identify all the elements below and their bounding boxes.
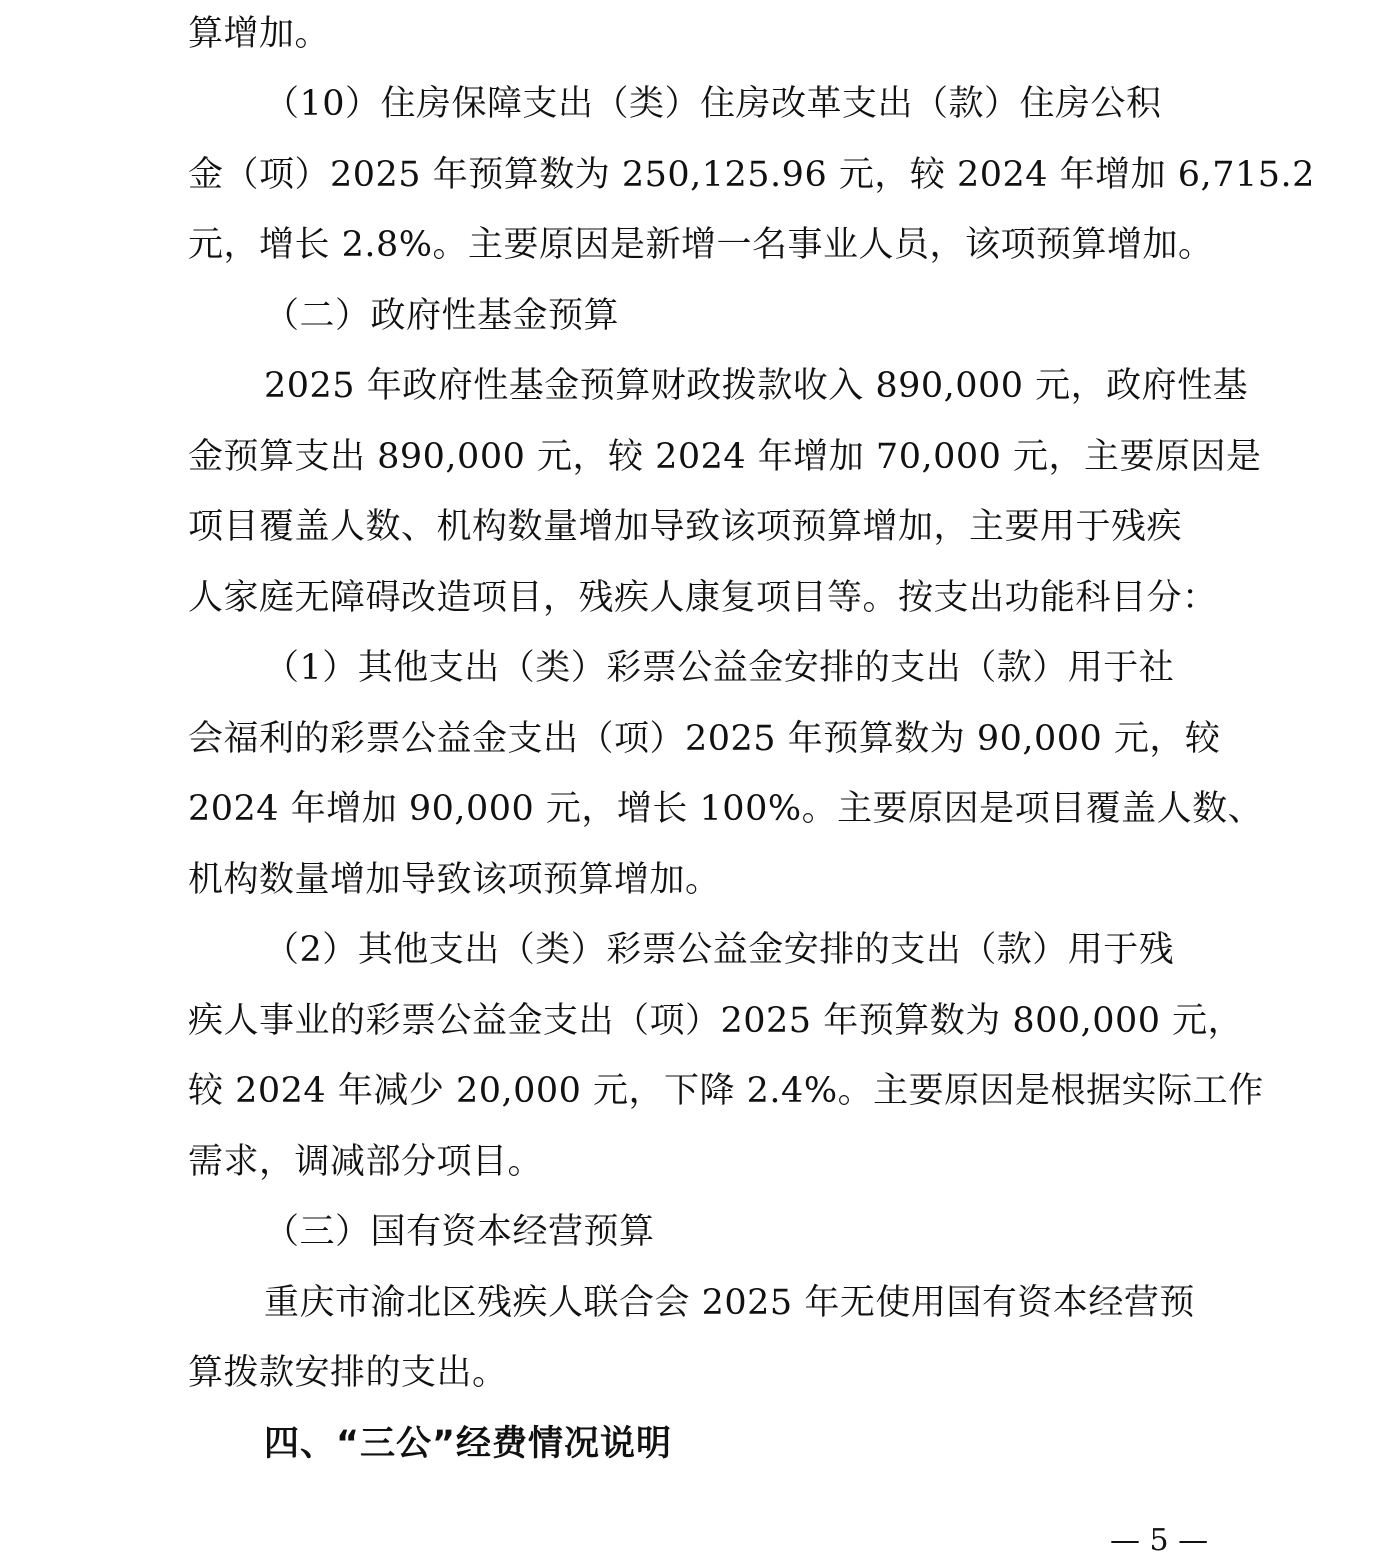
text-line: 项目覆盖人数、机构数量增加导致该项预算增加，主要用于残疾 (188, 507, 1183, 547)
text-line: 元，增长 2.8%。主要原因是新增一名事业人员，该项预算增加。 (188, 225, 1214, 265)
text-line: 金（项）2025 年预算数为 250,125.96 元，较 2024 年增加 6,715.2 (188, 155, 1315, 195)
chapter-heading: 四、“三公”经费情况说明 (264, 1424, 673, 1464)
text-line: 2025 年政府性基金预算财政拨款收入 890,000 元，政府性基 (264, 366, 1249, 406)
text-line: （1）其他支出（类）彩票公益金安排的支出（款）用于社 (264, 648, 1175, 688)
text-line: 会福利的彩票公益金支出（项）2025 年预算数为 90,000 元，较 (188, 719, 1221, 759)
text-line: 机构数量增加导致该项预算增加。 (188, 860, 721, 900)
text-line: 算拨款安排的支出。 (188, 1353, 508, 1393)
section-heading: （三）国有资本经营预算 (264, 1212, 655, 1252)
page-number: — 5 — (1110, 1523, 1209, 1558)
text-line: 人家庭无障碍改造项目，残疾人康复项目等。按支出功能科目分： (188, 578, 1218, 618)
text-line: 需求，调减部分项目。 (188, 1142, 544, 1182)
text-line: （10）住房保障支出（类）住房改革支出（款）住房公积 (264, 84, 1162, 124)
text-line: 算增加。 (188, 14, 331, 54)
text-line: 疾人事业的彩票公益金支出（项）2025 年预算数为 800,000 元， (188, 1001, 1244, 1041)
text-line: 重庆市渝北区残疾人联合会 2025 年无使用国有资本经营预 (264, 1283, 1195, 1323)
text-line: （2）其他支出（类）彩票公益金安排的支出（款）用于残 (264, 930, 1175, 970)
text-line: 2024 年增加 90,000 元，增长 100%。主要原因是项目覆盖人数、 (188, 789, 1264, 829)
section-heading: （二）政府性基金预算 (264, 296, 620, 336)
text-line: 金预算支出 890,000 元，较 2024 年增加 70,000 元，主要原因是 (188, 437, 1262, 477)
text-line: 较 2024 年减少 20,000 元，下降 2.4%。主要原因是根据实际工作 (188, 1071, 1264, 1111)
